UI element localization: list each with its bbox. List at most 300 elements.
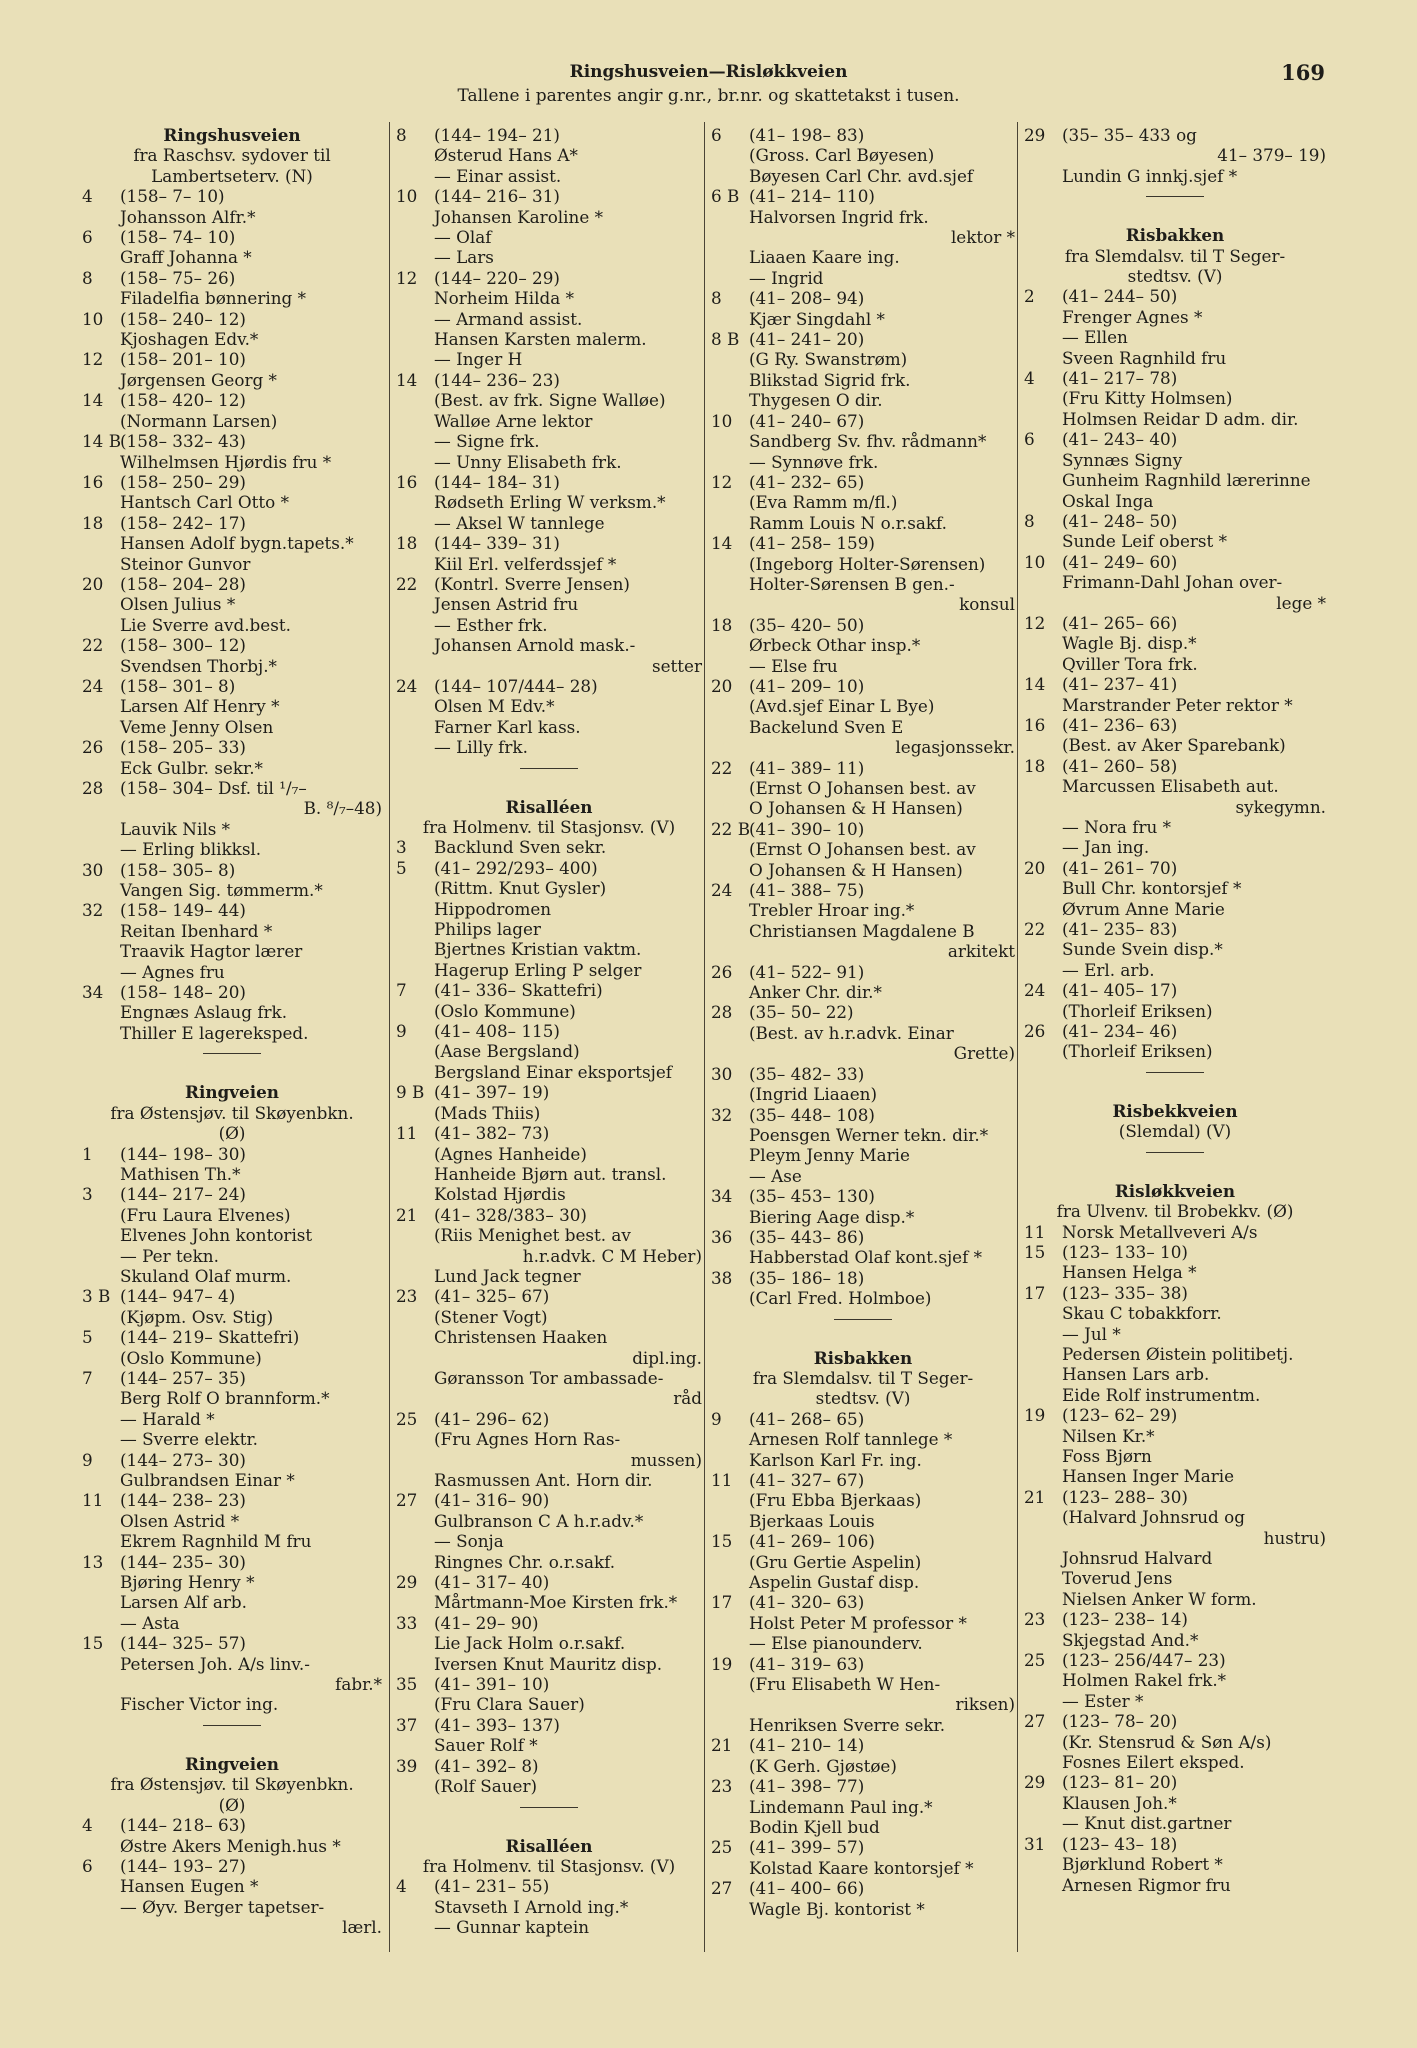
house-number (1024, 633, 1062, 653)
directory-entry (711, 1797, 1015, 1817)
house-number: 8 (396, 125, 407, 145)
directory-entry (396, 411, 702, 431)
directory-entry (396, 574, 702, 594)
house-number (396, 1654, 434, 1674)
house-number (396, 349, 434, 369)
entry-text: (41– 320– 63) (749, 1592, 865, 1613)
house-number: 33 (396, 1612, 418, 1633)
house-number (1024, 1732, 1062, 1752)
entry-text: Habberstad Olaf kont.sjef * (749, 1247, 983, 1268)
house-number: 12 (711, 471, 733, 492)
house-number (396, 492, 434, 512)
directory-entry (82, 1654, 382, 1674)
entry-text: (Oslo Kommune) (120, 1347, 262, 1368)
entry-text: Marcussen Elisabeth aut. (1062, 776, 1279, 797)
house-number (1024, 776, 1062, 796)
house-number (711, 268, 749, 288)
house-number: 34 (82, 982, 104, 1003)
directory-entry (1024, 348, 1326, 368)
entry-text: (35– 448– 108) (749, 1104, 875, 1125)
directory-entry (711, 860, 1015, 880)
entry-text: Olsen Astrid * (120, 1510, 240, 1531)
house-number (711, 1572, 749, 1592)
entry-text: Bjørklund Robert * (1062, 1854, 1223, 1875)
directory-entry (82, 1856, 382, 1876)
entry-text: (41– 405– 17) (1062, 980, 1178, 1001)
house-number: 20 (82, 573, 104, 594)
house-number (396, 1694, 434, 1714)
directory-entry (396, 472, 702, 492)
entry-text: Bjertnes Kristian vaktm. (434, 939, 642, 960)
directory-entry (396, 1266, 702, 1286)
directory-entry (1024, 776, 1326, 796)
entry-text: Arnesen Rolf tannlege * (749, 1429, 953, 1450)
directory-entry (82, 1429, 382, 1449)
house-number: 22 (396, 573, 418, 594)
directory-entry (396, 1144, 702, 1164)
directory-entry (82, 1470, 382, 1490)
directory-entry (396, 1062, 702, 1082)
house-number: 6 (82, 227, 93, 248)
entry-text: Johnsrud Halvard (1062, 1548, 1213, 1568)
entry-text: (158– 420– 12) (120, 390, 246, 411)
entry-text: Poensgen Werner tekn. dir.* (749, 1124, 989, 1145)
entry-text: Ørbeck Othar insp.* (749, 635, 921, 656)
house-number (396, 594, 434, 614)
entry-text: (41– 241– 20) (749, 329, 865, 350)
entry-text: (144– 947– 4) (120, 1286, 236, 1307)
directory-entry (396, 858, 702, 878)
entry-text: Larsen Alf arb. (120, 1592, 247, 1613)
directory-entry (1024, 1630, 1326, 1650)
directory-entry (396, 899, 702, 919)
house-number (1024, 1691, 1062, 1711)
directory-entry (396, 1654, 702, 1674)
entry-text: (158– 204– 28) (120, 573, 246, 594)
house-number (396, 1225, 434, 1245)
house-number (711, 1490, 749, 1510)
directory-entry (1024, 1446, 1326, 1466)
house-number: 7 (396, 980, 407, 1001)
house-number (396, 1552, 434, 1572)
house-number: 5 (82, 1327, 93, 1348)
entry-text: (144– 339– 31) (434, 533, 560, 554)
house-number (82, 288, 120, 308)
directory-entry (1024, 1670, 1326, 1690)
entry-text: Aspelin Gustaf disp. (749, 1572, 920, 1593)
directory-entry (711, 329, 1015, 349)
directory-entry (82, 696, 382, 716)
directory-entry (82, 819, 382, 839)
directory-entry (1024, 125, 1326, 145)
house-number: 23 (396, 1286, 418, 1307)
house-number (1024, 1875, 1062, 1895)
entry-text: Liaaen Kaare ing. (749, 247, 900, 268)
directory-entry (711, 1633, 1015, 1653)
house-number (82, 1836, 120, 1856)
directory-entry (711, 676, 1015, 696)
entry-text: (158– 75– 26) (120, 267, 236, 288)
entry-text: Østerud Hans A* (434, 145, 578, 166)
entry-text: (41– 408– 115) (434, 1021, 560, 1042)
directory-entry (82, 1531, 382, 1551)
house-number (396, 1266, 434, 1286)
directory-entry (396, 1552, 702, 1572)
house-number (396, 717, 434, 737)
directory-entry (1024, 166, 1326, 186)
entry-text: (41– 265– 66) (1062, 612, 1178, 633)
entry-text: Lund Jack tegner (434, 1265, 581, 1286)
directory-entry (711, 1715, 1015, 1735)
entry-text: (Thorleif Eriksen) (1062, 1000, 1213, 1021)
entry-text: (41– 388– 75) (749, 880, 865, 901)
entry-text: Biering Aage disp.* (749, 1206, 915, 1227)
entry-text: (Eva Ramm m/fl.) (749, 492, 898, 513)
house-number (1024, 1548, 1062, 1568)
directory-entry (396, 431, 702, 451)
house-number (396, 166, 434, 186)
directory-entry (82, 1388, 382, 1408)
entry-text: (158– 74– 10) (120, 227, 236, 248)
entry-text: (35– 50– 22) (749, 1002, 854, 1023)
directory-entry (711, 125, 1015, 145)
directory-entry (396, 1756, 702, 1776)
house-number (1024, 817, 1062, 837)
house-number (1024, 450, 1062, 470)
house-number (396, 1164, 434, 1184)
entry-text: Mårtmann-Moe Kirsten frk.* (434, 1592, 678, 1613)
house-number: 14 (82, 390, 104, 411)
directory-entry (396, 635, 702, 655)
entry-text: (123– 81– 20) (1062, 1772, 1178, 1793)
house-number: 29 (1024, 125, 1046, 145)
house-number (1024, 960, 1062, 980)
house-number (1024, 166, 1062, 186)
directory-entry (82, 1815, 382, 1835)
directory-entry (1024, 1834, 1326, 1854)
directory-entry (396, 1694, 702, 1714)
entry-text: (123– 62– 29) (1062, 1405, 1178, 1426)
house-number (396, 960, 434, 980)
entry-text: (144– 217– 24) (120, 1184, 246, 1205)
street-heading: Ringveien (185, 1753, 279, 1774)
house-number (82, 717, 120, 737)
directory-entry (82, 1023, 382, 1043)
directory-entry (1024, 858, 1326, 878)
house-number: 30 (82, 859, 104, 880)
house-number (711, 1756, 749, 1776)
directory-entry (711, 1817, 1015, 1837)
directory-entry (1024, 491, 1326, 511)
house-number: 18 (711, 614, 733, 635)
entry-text: (41– 392– 8) (434, 1755, 539, 1776)
directory-entry (1024, 1772, 1326, 1792)
house-number (711, 1613, 749, 1633)
directory-entry (82, 1164, 382, 1184)
house-number (82, 758, 120, 778)
house-number: 10 (82, 308, 104, 329)
entry-continuation: arkitekt (947, 941, 1015, 962)
entry-text: Philips lager (434, 919, 541, 940)
directory-entry (711, 880, 1015, 900)
directory-entry (82, 472, 382, 492)
house-number (1024, 1507, 1062, 1527)
entry-text: Jensen Astrid fru (434, 594, 579, 615)
street-description: fra Holmenv. til Stasjonsv. (V) (422, 817, 676, 837)
entry-text: Blikstad Sigrid frk. (749, 369, 911, 390)
directory-entry (396, 1041, 702, 1061)
house-number: 15 (711, 1531, 733, 1552)
house-number (82, 492, 120, 512)
entry-text: — Erl. arb. (1062, 959, 1155, 980)
entry-continuation: h.r.advk. C M Heber) (522, 1245, 702, 1266)
house-number (82, 839, 120, 859)
entry-text: (35– 443– 86) (749, 1226, 865, 1247)
entry-text: (41– 208– 94) (749, 288, 865, 309)
house-number: 29 (1024, 1772, 1046, 1793)
house-number: 16 (1024, 714, 1046, 735)
house-number (82, 1266, 120, 1286)
street-description: fra Slemdalsv. til T Seger- (1064, 245, 1286, 266)
entry-text: Karlson Karl Fr. ing. (749, 1449, 922, 1470)
page-number: 169 (1281, 60, 1325, 85)
house-number (711, 798, 749, 818)
directory-entry (1024, 919, 1326, 939)
entry-text: Kolstad Kaare kontorsjef * (749, 1857, 974, 1878)
entry-text: (41– 235– 83) (1062, 919, 1178, 940)
entry-text: Østre Akers Menigh.hus * (120, 1835, 341, 1856)
directory-entry (711, 1674, 1015, 1694)
house-number (396, 288, 434, 308)
directory-entry (82, 758, 382, 778)
house-number (396, 899, 434, 919)
house-number (1024, 1589, 1062, 1609)
house-number (711, 778, 749, 798)
house-number: 37 (396, 1714, 418, 1735)
directory-entry (1024, 613, 1326, 633)
entry-text: — Ellen (1062, 327, 1128, 348)
directory-entry (1024, 1650, 1326, 1670)
directory-entry (711, 696, 1015, 716)
entry-text: (144– 235– 30) (120, 1551, 246, 1572)
directory-entry (1024, 633, 1326, 653)
house-number (396, 878, 434, 898)
house-number: 29 (396, 1572, 418, 1593)
house-number: 21 (1024, 1486, 1046, 1507)
directory-entry (1024, 1548, 1326, 1568)
entry-continuation: lektor * (950, 227, 1015, 248)
house-number (396, 737, 434, 757)
house-number (82, 207, 120, 227)
entry-text: (35– 453– 130) (749, 1186, 875, 1207)
house-number (1024, 1670, 1062, 1690)
entry-text: (158– 250– 29) (120, 471, 246, 492)
directory-entry (396, 878, 702, 898)
entry-text: Wagle Bj. kontorist * (749, 1898, 925, 1919)
entry-text: Hansen Adolf bygn.tapets.* (120, 533, 354, 554)
house-number (711, 1145, 749, 1165)
entry-text: (Fru Clara Sauer) (434, 1694, 585, 1715)
entry-text: (Best. av h.r.advk. Einar (749, 1022, 954, 1043)
entry-text: (Kjøpm. Osv. Stig) (120, 1306, 274, 1327)
directory-entry (82, 1613, 382, 1633)
directory-entry (711, 411, 1015, 431)
entry-text: (41– 237– 41) (1062, 674, 1178, 695)
entry-text: (158– 201– 10) (120, 349, 246, 370)
entry-text: (158– 149– 44) (120, 900, 246, 921)
section-separator (1146, 196, 1204, 215)
street-heading: Risalléen (505, 1835, 593, 1856)
entry-text: Bøyesen Carl Chr. avd.sjef (749, 165, 974, 186)
entry-text: Berg Rolf O brannform.* (120, 1388, 330, 1409)
directory-entry (396, 1897, 702, 1917)
directory-entry (82, 921, 382, 941)
house-number (396, 411, 434, 431)
directory-entry (396, 370, 702, 390)
directory-entry (711, 1084, 1015, 1104)
directory-entry (711, 452, 1015, 472)
entry-text: (Riis Menighet best. av (434, 1225, 631, 1246)
directory-entry (82, 839, 382, 859)
house-number: 3 (82, 1184, 93, 1205)
entry-text: Eide Rolf instrumentm. (1062, 1384, 1261, 1405)
entry-text: — Ingrid (749, 267, 824, 288)
directory-entry (1024, 674, 1326, 694)
street-description: fra Raschsv. sydover til (133, 145, 331, 166)
entry-continuation: lærl. (342, 1917, 382, 1938)
entry-continuation: mussen) (630, 1449, 702, 1470)
entry-text: Kiil Erl. velferdssjef * (434, 553, 617, 574)
entry-text: Pleym Jenny Marie (749, 1145, 910, 1166)
house-number (1024, 837, 1062, 857)
house-number (711, 1899, 749, 1919)
directory-entry (711, 1207, 1015, 1227)
entry-text: Hagerup Erling P selger (434, 959, 642, 980)
entry-text: (123– 238– 14) (1062, 1609, 1188, 1630)
house-number (396, 1470, 434, 1490)
directory-entry (1024, 1324, 1326, 1344)
entry-text: (35– 35– 433 og (1062, 125, 1197, 145)
directory-entry (711, 656, 1015, 676)
directory-entry (396, 837, 702, 857)
entry-text: — Sonja (434, 1531, 504, 1552)
entry-text: Lundin G innkj.sjef * (1062, 165, 1238, 186)
entry-text: Johansen Arnold mask.- (434, 635, 636, 656)
directory-entry (711, 1613, 1015, 1633)
house-number: 24 (82, 675, 104, 696)
house-number (1024, 1813, 1062, 1833)
house-number (711, 1125, 749, 1145)
directory-entry (711, 635, 1015, 655)
entry-text: (144– 220– 29) (434, 267, 560, 288)
house-number (711, 452, 749, 472)
directory-entry (396, 1225, 702, 1245)
house-number (1024, 491, 1062, 511)
entry-text: (Rittm. Knut Gysler) (434, 878, 607, 899)
house-number (396, 615, 434, 635)
entry-text: Larsen Alf Henry * (120, 696, 280, 717)
directory-entry (711, 1654, 1015, 1674)
directory-entry (396, 554, 702, 574)
entry-text: Skjegstad And.* (1062, 1629, 1199, 1650)
directory-entry (82, 1592, 382, 1612)
entry-text: — Signe frk. (434, 431, 540, 452)
directory-entry (396, 615, 702, 635)
entry-text: (35– 482– 33) (749, 1063, 865, 1084)
house-number: 24 (711, 880, 733, 901)
entry-text: (K Gerh. Gjøstøe) (749, 1755, 897, 1776)
directory-entry (711, 982, 1015, 1002)
directory-entry (711, 574, 1015, 594)
entry-text: (41– 400– 66) (749, 1878, 865, 1899)
directory-entry (1024, 654, 1326, 674)
directory-entry (82, 1511, 382, 1531)
entry-text: Halvorsen Ingrid frk. (749, 206, 929, 227)
entry-text: (41– 316– 90) (434, 1490, 550, 1511)
house-number (82, 1531, 120, 1551)
directory-entry (396, 1531, 702, 1551)
house-number: 23 (1024, 1609, 1046, 1630)
house-number (1024, 1426, 1062, 1446)
house-number: 11 (82, 1490, 104, 1511)
entry-text: (144– 198– 30) (120, 1143, 246, 1164)
house-number (82, 1205, 120, 1225)
entry-text: Fischer Victor ing. (120, 1694, 279, 1715)
street-heading: Risalléen (505, 796, 593, 817)
directory-entry (711, 370, 1015, 390)
directory-entry (1024, 837, 1326, 857)
directory-entry (396, 513, 702, 533)
directory-entry (1024, 1242, 1326, 1262)
entry-text: Wilhelmsen Hjørdis fru * (120, 451, 332, 472)
house-number (396, 1307, 434, 1327)
entry-text: Hippodromen (434, 898, 552, 919)
directory-entry (711, 472, 1015, 492)
house-number (82, 921, 120, 941)
entry-text: Olsen M Edv.* (434, 696, 555, 717)
entry-text: (Gross. Carl Bøyesen) (749, 145, 935, 166)
directory-entry (396, 1205, 702, 1225)
directory-entry (82, 1307, 382, 1327)
directory-entry (711, 1776, 1015, 1796)
directory-entry (82, 737, 382, 757)
directory-entry (711, 1899, 1015, 1919)
entry-text: (41– 336– Skattefri) (434, 980, 603, 1001)
entry-text: Fosnes Eilert eksped. (1062, 1752, 1245, 1773)
entry-text: Reitan Ibenhard * (120, 920, 273, 941)
house-number (82, 962, 120, 982)
house-number (711, 1511, 749, 1531)
directory-entry (82, 411, 382, 431)
entry-text: Bull Chr. kontorsjef * (1062, 878, 1242, 899)
directory-entry (82, 1633, 382, 1653)
house-number: 9 (711, 1408, 722, 1429)
entry-text: Ekrem Ragnhild M fru (120, 1531, 312, 1552)
directory-entry (82, 594, 382, 614)
entry-text: Trebler Hroar ing.* (749, 900, 915, 921)
entry-text: (144– 194– 21) (434, 125, 560, 145)
house-number: 22 (711, 757, 733, 778)
entry-text: — Gunnar kaptein (434, 1917, 590, 1938)
directory-entry (82, 554, 382, 574)
directory-entry (711, 207, 1015, 227)
house-number (711, 1633, 749, 1653)
entry-text: (144– 325– 57) (120, 1633, 246, 1654)
directory-entry (711, 1409, 1015, 1429)
house-number (82, 1164, 120, 1184)
entry-text: Pedersen Øistein politibetj. (1062, 1343, 1294, 1364)
section-separator (520, 768, 578, 787)
